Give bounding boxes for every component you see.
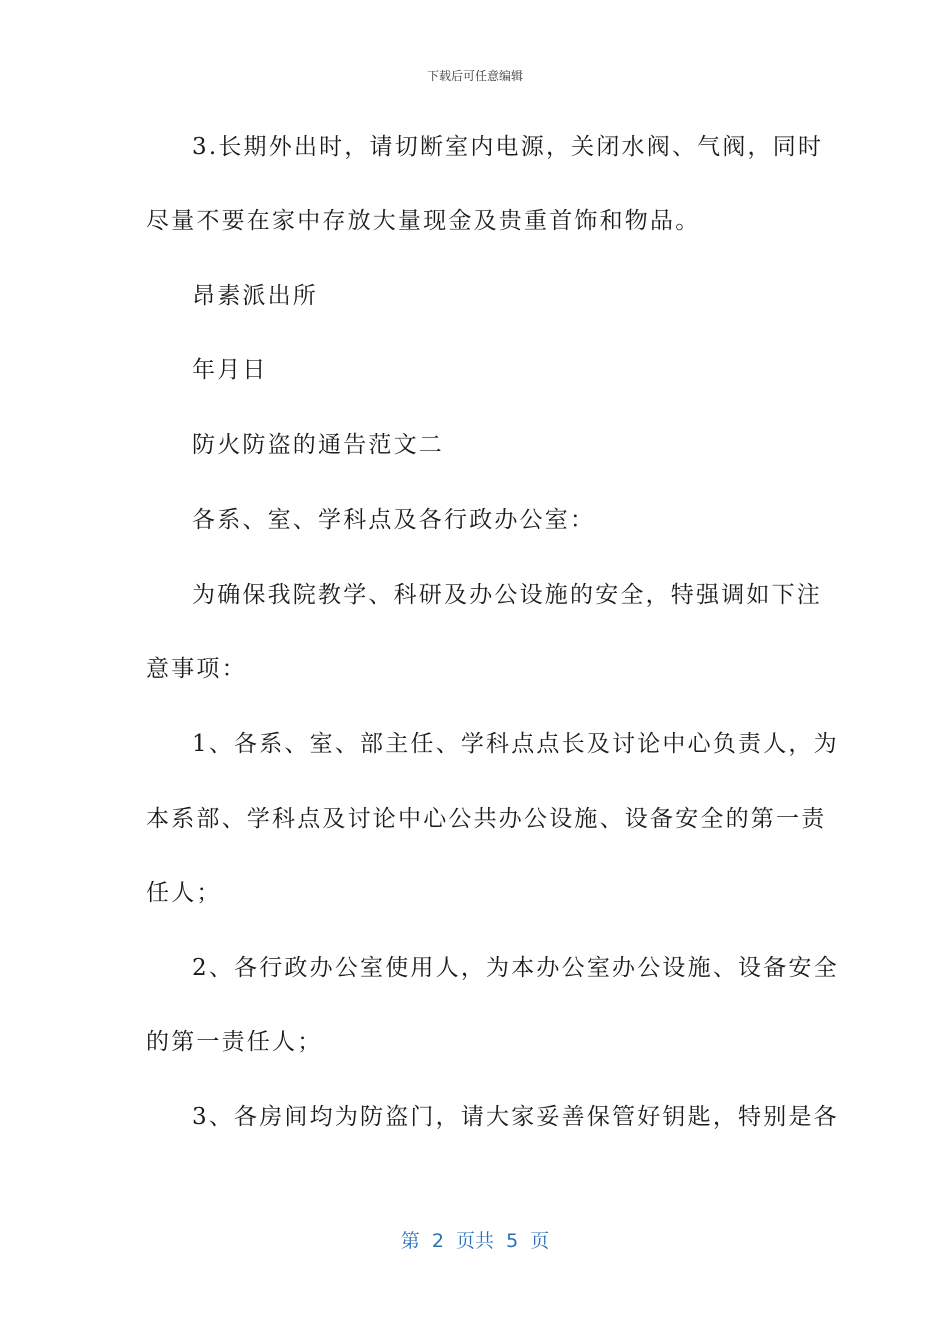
list-item-line: 2、各行政办公室使用人，为本办公室办公设施、设备安全 (192, 955, 839, 981)
paragraph-line: 尽量不要在家中存放大量现金及贵重首饰和物品。 (146, 208, 701, 234)
list-item-line: 本系部、学科点及讨论中心公共办公设施、设备安全的第一责 (146, 806, 827, 832)
paragraph-line: 3.长期外出时，请切断室内电源，关闭水阀、气阀，同时 (192, 134, 824, 160)
signature-date: 年月日 (192, 357, 268, 383)
page-number: 第 2 页共 5 页 (400, 1230, 550, 1252)
list-item-line: 3、各房间均为防盗门，请大家妥善保管好钥匙，特别是各 (192, 1104, 839, 1130)
header-note: 下载后可任意编辑 (426, 69, 523, 83)
section-title: 防火防盗的通告范文二 (192, 432, 444, 458)
paragraph-line: 为确保我院教学、科研及办公设施的安全，特强调如下注 (192, 582, 822, 608)
salutation: 各系、室、学科点及各行政办公室： (192, 507, 596, 533)
paragraph-line: 意事项： (146, 656, 247, 682)
list-item-line: 的第一责任人； (146, 1029, 323, 1055)
signature-office: 昂素派出所 (192, 283, 318, 309)
list-item-line: 任人； (146, 880, 222, 906)
list-item-line: 1、各系、室、部主任、学科点点长及讨论中心负责人，为 (192, 731, 839, 757)
